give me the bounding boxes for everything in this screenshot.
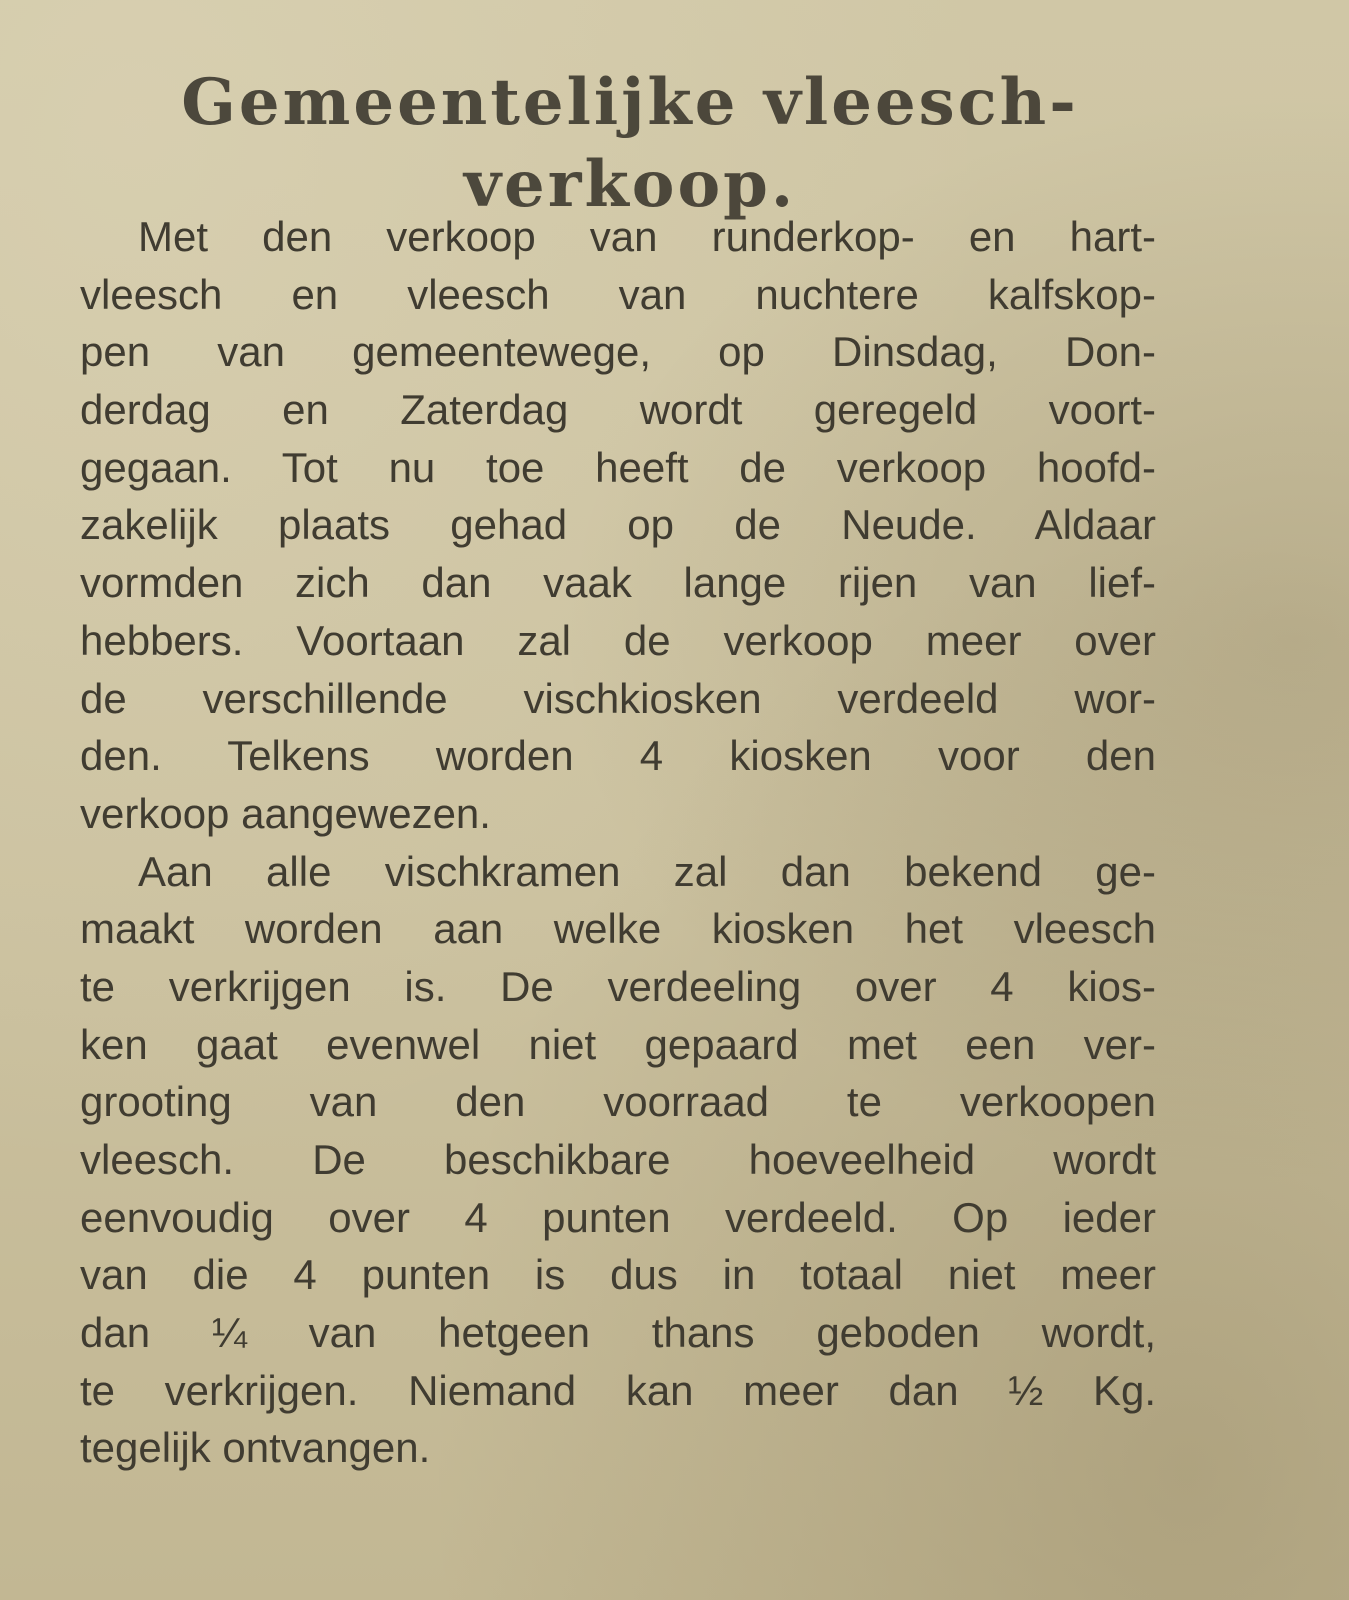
text-line: Aan alle vischkramen zal dan bekend ge- (138, 847, 1156, 895)
text-line: ken gaat evenwel niet gepaard met een ver- (80, 1020, 1156, 1068)
headline (80, 62, 1180, 226)
paragraph-2 (80, 843, 1156, 1478)
headline-line-1: Gemeentelijke vleesch- (181, 65, 1079, 140)
text-line: gegaan. Tot nu toe heeft de verkoop hoofd- (80, 443, 1156, 491)
text-line: derdag en Zaterdag wordt geregeld voort- (80, 386, 1156, 434)
article-body (80, 208, 1156, 1477)
text-line: Met den verkoop van runderkop- en hart- (138, 213, 1156, 260)
text-line: vormden zich dan vaak lange rijen van lief- (80, 559, 1156, 607)
text-line: de verschillende vischkiosken verdeeld wor- (80, 674, 1156, 722)
paragraph-1 (80, 208, 1156, 843)
text-line: hebbers. Voortaan zal de verkoop meer over (80, 616, 1156, 664)
text-line: den. Telkens worden 4 kiosken voor den (80, 732, 1156, 780)
text-line: grooting van den voorraad te verkoopen (80, 1078, 1156, 1126)
text-line: zakelijk plaats gehad op de Neude. Aldaar (80, 501, 1156, 549)
text-line: van die 4 punten is dus in totaal niet meer (80, 1251, 1156, 1299)
text-line: verkoop aangewezen. (80, 789, 491, 837)
text-line: te verkrijgen. Niemand kan meer dan ½ Kg. (80, 1366, 1156, 1414)
text-line: pen van gemeentewege, op Dinsdag, Don- (80, 328, 1156, 376)
text-line: dan ¼ van hetgeen thans geboden wordt, (80, 1309, 1156, 1357)
text-line: tegelijk ontvangen. (80, 1424, 431, 1472)
text-line: vleesch. De beschikbare hoeveelheid wordt (80, 1136, 1156, 1183)
text-line: te verkrijgen is. De verdeeling over 4 kios- (80, 962, 1156, 1010)
headline-line-2: verkoop. (463, 147, 797, 222)
text-line: vleesch en vleesch van nuchtere kalfskop- (80, 270, 1156, 318)
text-line: eenvoudig over 4 punten verdeeld. Op ieder (80, 1193, 1156, 1241)
text-line: maakt worden aan welke kiosken het vleesch (80, 905, 1156, 953)
